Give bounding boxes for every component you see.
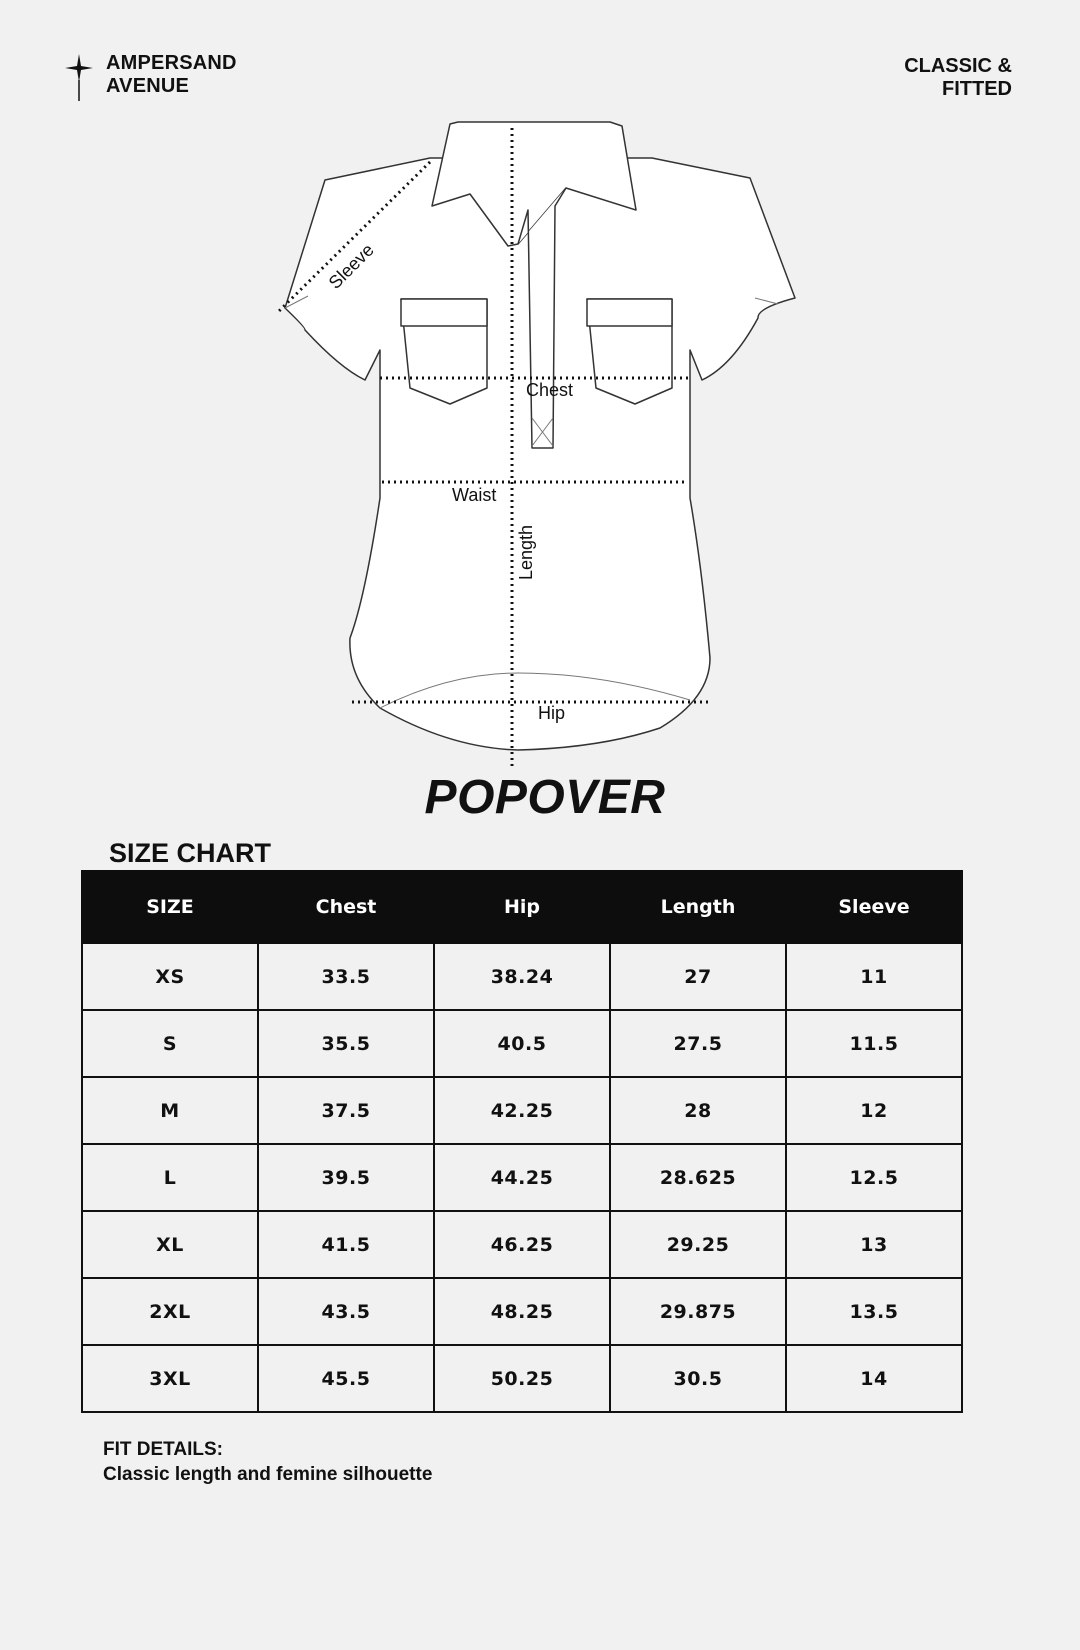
cell-chest: 43.5 (258, 1278, 434, 1345)
cell-hip: 40.5 (434, 1010, 610, 1077)
cell-size: 2XL (82, 1278, 258, 1345)
cell-size: 3XL (82, 1345, 258, 1412)
fit-details (103, 1437, 432, 1487)
size-chart-table (81, 870, 963, 1413)
cell-sleeve: 12 (786, 1077, 962, 1144)
shirt-diagram (270, 118, 810, 778)
cell-chest: 39.5 (258, 1144, 434, 1211)
header-hip: Hip (434, 871, 610, 943)
style-name: POPOVER (424, 771, 666, 824)
table-row (82, 1345, 962, 1412)
sleeve-label: Sleeve (324, 239, 378, 293)
cell-length: 27 (610, 943, 786, 1010)
cell-length: 28.625 (610, 1144, 786, 1211)
cell-chest: 33.5 (258, 943, 434, 1010)
brand-name-line1: AMPERSAND (106, 52, 237, 74)
cell-size: L (82, 1144, 258, 1211)
header-size: SIZE (82, 871, 258, 943)
cell-length: 28 (610, 1077, 786, 1144)
fit-details-label: FIT DETAILS: (103, 1439, 223, 1460)
table-row (82, 1211, 962, 1278)
table-row (82, 1077, 962, 1144)
chest-label: Chest (526, 380, 574, 400)
header-length: Length (610, 871, 786, 943)
brand-name (106, 52, 237, 98)
cell-chest: 41.5 (258, 1211, 434, 1278)
header-chest: Chest (258, 871, 434, 943)
cell-length: 29.25 (610, 1211, 786, 1278)
waist-label: Waist (452, 485, 497, 505)
cell-hip: 38.24 (434, 943, 610, 1010)
cell-length: 30.5 (610, 1345, 786, 1412)
cell-length: 29.875 (610, 1278, 786, 1345)
cell-chest: 35.5 (258, 1010, 434, 1077)
length-label: Length (516, 524, 536, 580)
cell-hip: 50.25 (434, 1345, 610, 1412)
table-row (82, 1278, 962, 1345)
table-header-row (82, 871, 962, 943)
table-row (82, 943, 962, 1010)
cell-length: 27.5 (610, 1010, 786, 1077)
cell-sleeve: 14 (786, 1345, 962, 1412)
cell-hip: 44.25 (434, 1144, 610, 1211)
cell-chest: 37.5 (258, 1077, 434, 1144)
brand-name-line2: AVENUE (106, 75, 190, 97)
cell-size: XS (82, 943, 258, 1010)
cell-sleeve: 13.5 (786, 1278, 962, 1345)
cell-size: XL (82, 1211, 258, 1278)
cell-sleeve: 11.5 (786, 1010, 962, 1077)
fit-tag-line2: FITTED (942, 78, 1012, 100)
cell-size: M (82, 1077, 258, 1144)
cell-size: S (82, 1010, 258, 1077)
table-row (82, 1144, 962, 1211)
fit-tag-line1: CLASSIC & (904, 55, 1012, 77)
cell-sleeve: 13 (786, 1211, 962, 1278)
cell-sleeve: 11 (786, 943, 962, 1010)
hip-label: Hip (538, 703, 566, 723)
table-row (82, 1010, 962, 1077)
cell-chest: 45.5 (258, 1345, 434, 1412)
cell-hip: 46.25 (434, 1211, 610, 1278)
cell-sleeve: 12.5 (786, 1144, 962, 1211)
size-chart-title: SIZE CHART (109, 838, 271, 868)
fit-details-text: Classic length and femine silhouette (103, 1464, 433, 1485)
brand (64, 52, 237, 102)
header-sleeve: Sleeve (786, 871, 962, 943)
cell-hip: 48.25 (434, 1278, 610, 1345)
fit-tag (904, 55, 1012, 101)
cell-hip: 42.25 (434, 1077, 610, 1144)
sparkle-star-icon (64, 52, 94, 102)
